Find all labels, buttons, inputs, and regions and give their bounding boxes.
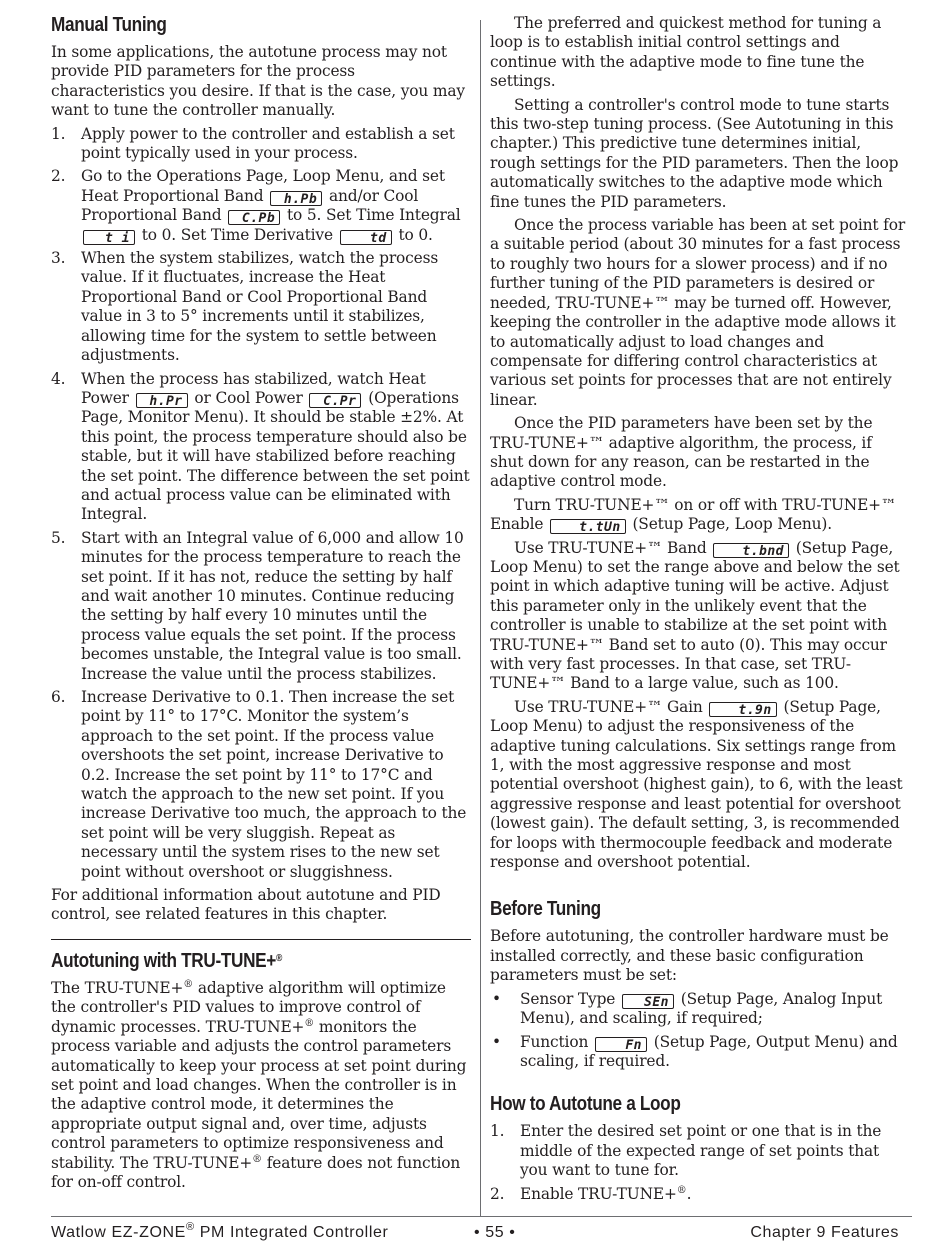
step-number: 3. [51,249,66,268]
paragraph-setting-mode: Setting a controller's control mode to tune starts this two-step tuning process. (See Autotuning in this chapter.) This predictive tune determines initial, rough settings for the PID parameters. Then the loop automatically switches to the adaptive mode which fine tunes the PID parameters. [490,95,899,211]
how-to-autotune-section [490,1093,909,1204]
step-number: 4. [51,369,66,388]
lcd-parameter-cool-prop-band: C.Pb [228,210,280,225]
section-heading-manual-tuning: Manual Tuning [51,14,167,36]
lcd-parameter-time-derivative: td [340,230,392,245]
step-text: Enable TRU-TUNE+ [520,1184,677,1203]
paragraph-enable [490,496,909,535]
list-item [51,688,470,882]
lcd-parameter-heat-power: h.Pr [136,393,188,408]
page-footer [51,1221,899,1246]
bullet-icon: • [492,989,501,1008]
manual-tuning-steps [51,125,470,882]
section-heading-before-tuning: Before Tuning [490,898,601,921]
body-text: Use TRU-TUNE+™ Gain [514,697,703,716]
autotuning-body [51,979,470,1192]
heading-text: Autotuning with TRU-TUNE+ [51,949,276,972]
spacer [490,1075,909,1093]
step-text: (Operations Page, Monitor Menu). It should be stable ±2%. At this point, the process temperature should also be stable, but it will have stabilized before reaching the set point. The difference between the set point and actual process value can be eliminated with Integral. [81,388,470,524]
list-item [51,529,470,684]
lcd-parameter-heat-prop-band: h.Pb [270,191,322,206]
list-item [490,1185,909,1204]
registered-mark: ® [676,1184,687,1196]
footer-text: Watlow EZ-ZONE [51,1224,186,1241]
list-item [490,1122,909,1180]
paragraph-band [490,539,909,694]
lcd-parameter-trutune-gain: t.9n [709,702,776,717]
step-text: to 0. [398,225,433,244]
body-text: (Setup Page, Loop Menu) to adjust the responsiveness of the adaptive tuning calculations. Six settings range from 1, with the most aggressive response and most potential overshoot (highest gain), to 6, with the least aggressive response and least potential for overshoot (lowest gain). The default setting, 3, is recommended for loops with thermocouple feedback and moderate response and overshoot potential. [490,697,903,872]
step-number: 6. [51,688,66,706]
before-tuning-bullets [490,990,909,1072]
step-number: 5. [51,528,66,547]
list-item [51,249,470,365]
lcd-parameter-cool-power: C.Pr [309,393,361,408]
lcd-parameter-time-integral: t i [83,230,135,245]
registered-mark: ® [304,1017,315,1029]
footer-text: PM Integrated Controller [194,1224,389,1241]
before-tuning-section [490,898,909,1071]
spacer [490,876,909,898]
step-text: Apply power to the controller and establish a set point typically used in your process. [81,124,455,163]
step-text: to 0. Set Time Derivative [141,225,333,244]
step-text: When the process has stabilized, watch Heat Power [81,369,426,407]
registered-mark: ® [185,1221,195,1233]
step-text: When the system stabilizes, watch the process value. If it fluctuates, increase the Heat Proportional Band or Cool Proportional Band value in 3 to 5° increments until it stabilizes, allowing time for the system to settle between adjustments. [81,249,439,365]
body-text: (Setup Page, Analog Input Menu), and scaling, if required; [520,989,883,1028]
manual-tuning-section [51,14,470,925]
footer-chapter: Chapter 9 Features [750,1224,899,1241]
step-text: . [686,1184,692,1203]
paragraph-gain [490,698,909,873]
paragraph-once-pid: Once the PID parameters have been set by the TRU-TUNE+™ adaptive algorithm, the process, if shut down for any reason, can be restarted in the adaptive control mode. [490,414,873,491]
list-item [51,370,470,525]
lcd-parameter-trutune-enable: t.tUn [550,519,626,534]
step-text: Increase Derivative to 0.1. Then increase the set point by 11° to 17°C. Monitor the system’s approach to the set point. If the process value overshoots the set point, increase Derivative to 0.2. Increase the set point by 11° to 17°C and watch the approach to the new set point. If you increase Derivative too much, the approach to the set point will be very sluggish. Repeat as necessary until the system rises to the new set point without overshoot or sluggishness. [81,688,467,881]
step-text: and/or Cool Proportional Band [81,186,419,225]
list-item [51,167,470,245]
step-text: Start with an Integral value of 6,000 and allow 10 minutes for the process temperature to reach the set point. If it has not, reduce the setting by half and wait another 10 minutes. Continue reducing the setting by half every 10 minutes until the process value equals the set point. If the process becomes unstable, the Integral value is too small. Increase the value until the process stabilizes. [81,528,464,683]
bullet-icon: • [492,1032,501,1051]
lcd-parameter-trutune-band: t.bnd [713,543,789,558]
step-number: 1. [490,1122,505,1141]
body-text: monitors the process variable and adjusts the control parameters automatically to keep your process at set point during set point and load changes. When the controller is in the adaptive control mode, it determines the appropriate output signal and, over time, adjusts control parameters to optimize responsiveness and stability. The TRU-TUNE+ [51,1017,467,1172]
manual-tuning-intro: In some applications, the autotune process may not provide PID parameters for the process characteristics you desire. If that is the case, you may want to tune the controller manually. [51,43,465,120]
step-number: 1. [51,124,66,143]
how-to-steps [490,1122,909,1204]
section-heading-how-to-autotune: How to Autotune a Loop [490,1093,681,1116]
before-tuning-intro: Before autotuning, the controller hardware must be installed correctly, and these basic configuration parameters must be set: [490,927,889,985]
footer-product-name [51,1221,389,1242]
left-column [51,14,470,1196]
body-text: feature does not function for on-off control. [51,1153,461,1191]
lcd-parameter-function: Fn [595,1037,647,1052]
body-text: Use TRU-TUNE+™ Band [514,538,707,557]
step-text: to 5. Set Time Integral [286,206,461,225]
registered-mark: ® [183,978,194,990]
section-heading-autotuning [51,950,411,973]
manual-tuning-closing: For additional information about autotune and PID control, see related features in this chapter. [51,886,441,924]
body-text: adaptive algorithm will optimize the controller's PID values to improve control of dynamic processes. TRU-TUNE+ [51,978,446,1036]
body-text: The TRU-TUNE+ [51,978,184,997]
step-text: Enter the desired set point or one that is in the middle of the expected range of set points that you want to tune for. [520,1122,882,1180]
autotuning-section [51,950,470,1192]
lcd-parameter-sensor-type: SEn [622,994,674,1009]
step-number: 2. [490,1184,505,1203]
list-item [490,990,909,1029]
registered-mark: ® [252,1153,262,1165]
column-divider [480,20,481,1216]
step-number: 2. [51,167,66,186]
right-column [490,14,909,1208]
paragraph-once-variable: Once the process variable has been at set point for a suitable period (about 30 minutes for a fast process to roughly two hours for a slower process) and if no further tuning of the PID parameters is desired or needed, TRU-TUNE+™ may be turned off. However, keeping the controller in the adaptive mode allows it to automatically adjust to load changes and compensate for differing control characteristics at various set points for processes that are not entirely linear. [490,216,906,409]
registered-mark: ® [275,952,282,964]
step-text: Go to the Operations Page, Loop Menu, and set Heat Proportional Band [81,167,445,205]
section-divider [51,939,471,940]
list-item [490,1033,909,1072]
body-text: Function [520,1032,589,1051]
list-item [51,125,470,164]
body-text: Sensor Type [520,989,616,1008]
body-text: (Setup Page, Output Menu) and scaling, if required. [520,1032,898,1070]
page-number: • 55 • [474,1224,516,1241]
paragraph-preferred-method: The preferred and quickest method for tuning a loop is to establish initial control settings and continue with the adaptive mode to fine tune the settings. [490,14,882,91]
body-text: Turn TRU-TUNE+™ on or off with TRU-TUNE+™ Enable [490,495,897,534]
body-text: (Setup Page, Loop Menu) to set the range above and below the set point in which adaptive tuning will be active. Adjust this parameter only in the unlikely event that the controller is unable to stabilize at the set point with TRU-TUNE+™ Band set to auto (0). This may occur with very fast processes. In that case, set TRU-TUNE+™ Band to a large value, such as 100. [490,538,900,693]
footer-rule [51,1216,912,1217]
body-text: (Setup Page, Loop Menu). [632,515,833,534]
step-text: or Cool Power [194,388,303,407]
